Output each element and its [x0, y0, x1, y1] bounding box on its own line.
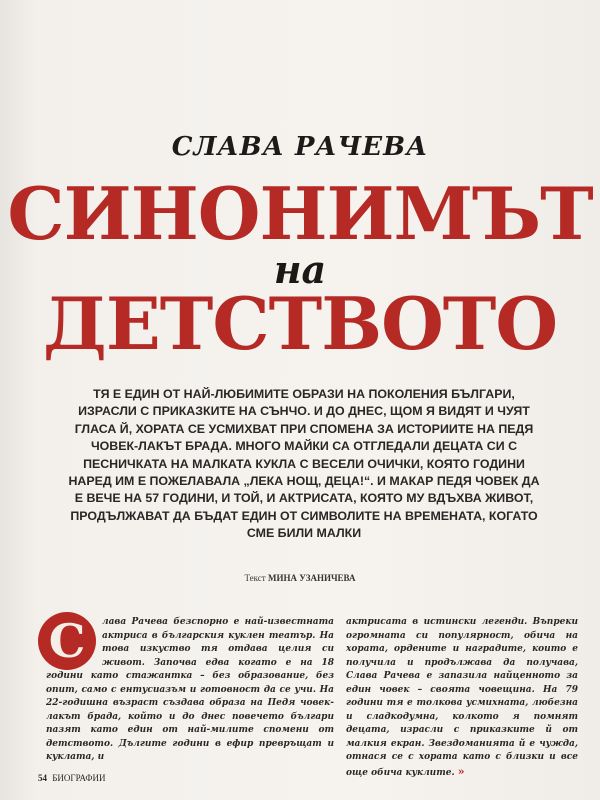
byline	[0, 573, 600, 583]
headline-word-childhood: ДЕТСТВОТО	[42, 281, 558, 366]
headline-word-na: на	[273, 247, 327, 292]
byline-label: Текст	[244, 573, 266, 583]
continue-arrow-icon: »	[457, 764, 465, 778]
article-lead-paragraph: ТЯ Е ЕДИН ОТ НАЙ-ЛЮБИМИТЕ ОБРАЗИ НА ПОКОЛЕНИЯ БЪЛГАРИ, ИЗРАСЛИ С ПРИКАЗКИТЕ НА СЪНЧО. И ДО ДНЕС, ЩОМ Я ВИДЯТ И ЧУЯТ ГЛАСА Й, ХОРАТА СЕ УСМИХВАТ ПРИ СПОМЕНА ЗА ИСТОРИИТЕ НА ПЕДЯ ЧОВЕК-ЛАКЪТ БРАДА. МНОГО МАЙКИ СА ОТГЛЕДАЛИ ДЕЦАТА СИ С ПЕСНИЧКАТА НА МАЛКАТА КУКЛА С ВЕСЕЛИ ОЧИЧКИ, КОЯТО ГОДИНИ НАРЕД ИМ Е ПОЖЕЛАВАЛА „ЛЕКА НОЩ, ДЕЦА!“. И МАКАР ПЕДЯ ЧОВЕК ДА Е ВЕЧЕ НА 57 ГОДИНИ, И ТОЙ, И АКТРИСАТА, КОЯТО МУ ВДЪХВА ЖИВОТ, ПРОДЪЛЖАВАТ ДА БЪДАТ ЕДИН ОТ СИМВОЛИТЕ НА ВРЕМЕНАТА, КОГАТО СМЕ БИЛИ МАЛКИ	[68, 387, 540, 541]
byline-author: МИНА УЗАНИЧЕВА	[267, 573, 356, 583]
article-author-name: СЛАВА РАЧЕВА	[171, 132, 429, 162]
body-column-right	[346, 616, 578, 780]
page-number: 54	[38, 773, 47, 783]
page-footer	[38, 773, 106, 783]
headline-word-synonym: СИНОНИМЪТ	[7, 171, 593, 256]
drop-cap: С	[38, 612, 96, 670]
body-column-left	[46, 616, 334, 765]
body-text-right: актрисата в истински легенди. Въпреки огромната си популярност, обича на хората, ордените и наградите, които е получила и продължава да получава, Слава Рачева е запазила найценното за един човек – своята човещина. На 79 години тя е толкова усмихната, любезна и сладкодумна, колкото я помнят децата, израсли с приказките й от малкия екран. Звездоманията й е чужда, отнася се с хората като с близки и все още обича куклите.	[346, 617, 578, 778]
body-text-left: лава Рачева безспорно е най-известната актриса в българския куклен театър. На това изкуство тя отдава целия си живот. Започва едва когато е на 18 години като стажантка – без образование, без опит, само с ентусиазъм и готовност да се учи. На 22-годишна възраст създава образа на Педя човек-лакът брада, който и до днес повечето българи пазят като един от най-милите спомени от детството. Дългите години в ефир превръщат и куклата, и	[46, 617, 334, 762]
magazine-name: БИОГРАФИИ	[52, 773, 106, 783]
